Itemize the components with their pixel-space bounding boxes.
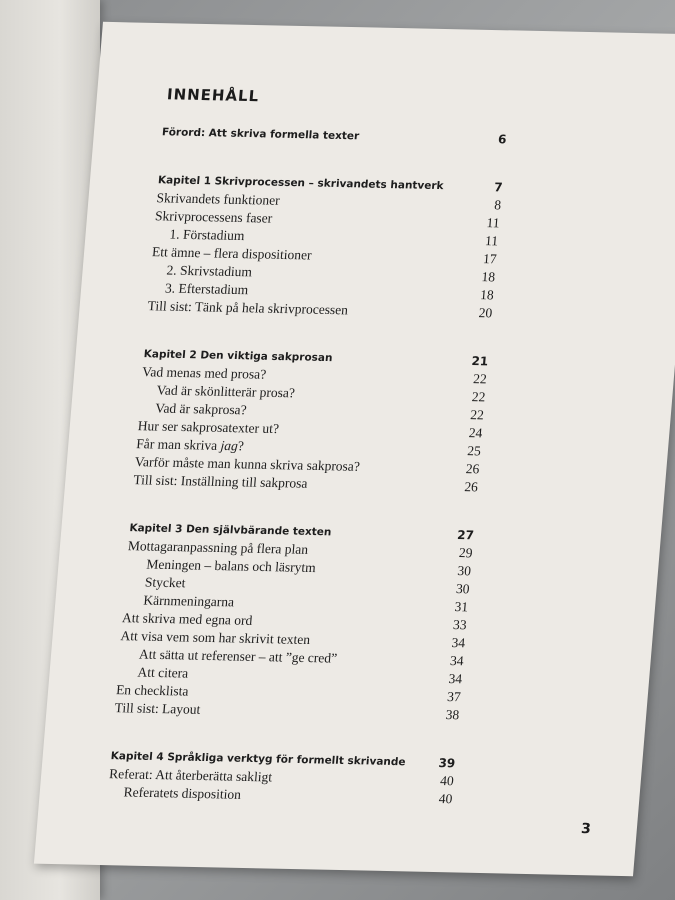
table-of-contents bbox=[107, 123, 507, 808]
toc-entry: Att citera 34 bbox=[137, 664, 463, 687]
toc-entry: Mottagaranpassning på flera plan 29 bbox=[127, 538, 474, 561]
toc-entry: Ett ämne – flera dispositioner 17 bbox=[151, 244, 498, 267]
toc-entry: Att skriva med egna ord 33 bbox=[121, 610, 468, 633]
book-page bbox=[34, 22, 675, 876]
toc-entry: Att sätta ut referenser – att ”ge cred” 34 bbox=[138, 646, 465, 669]
toc-entry: Kärnmeningarna 31 bbox=[142, 592, 469, 615]
toc-chapter-1: Kapitel 1 Skrivprocessen – skrivandets hantverk 7 bbox=[157, 174, 504, 195]
toc-entry: 3. Efterstadium 18 bbox=[164, 280, 495, 303]
toc-entry: Skrivprocessens faser 11 bbox=[154, 208, 501, 231]
page-number: 3 bbox=[580, 821, 592, 838]
toc-entry: Till sist: Tänk på hela skrivprocessen 20 bbox=[147, 298, 493, 321]
toc-entry: Stycket 30 bbox=[144, 574, 471, 597]
toc-chapter-4: Kapitel 4 Språkliga verktyg för formellt skrivande 39 bbox=[110, 750, 456, 771]
toc-entry: Varför måste man kunna skriva sakprosa? 26 bbox=[134, 454, 481, 477]
toc-entry: Vad menas med prosa? 22 bbox=[141, 364, 488, 387]
toc-entry: 1. Förstadium 11 bbox=[168, 226, 499, 249]
toc-entry: Vad är sakprosa? 22 bbox=[154, 400, 485, 423]
toc-entry: 2. Skrivstadium 18 bbox=[166, 262, 496, 285]
toc-title: INNEHÅLL bbox=[166, 85, 260, 106]
toc-entry: En checklista 37 bbox=[115, 682, 462, 705]
toc-chapter-2: Kapitel 2 Den viktiga sakprosan 21 bbox=[143, 348, 489, 369]
toc-entry: Referat: Att återberätta sakligt 40 bbox=[108, 766, 455, 789]
toc-entry: Referatets disposition 40 bbox=[123, 784, 453, 807]
toc-entry: Får man skriva jag? 25 bbox=[135, 436, 482, 459]
toc-entry: Till sist: Layout 38 bbox=[114, 700, 460, 723]
toc-entry: Hur ser sakprosatexter ut? 24 bbox=[137, 418, 483, 441]
toc-entry: Att visa vem som har skrivit texten 34 bbox=[120, 628, 466, 651]
toc-entry: Vad är skönlitterär prosa? 22 bbox=[156, 382, 486, 405]
toc-chapter-3: Kapitel 3 Den självbärande texten 27 bbox=[128, 522, 475, 543]
toc-entry: Meningen – balans och läsrytm 30 bbox=[145, 556, 472, 579]
toc-entry: Till sist: Inställning till sakprosa 26 bbox=[132, 472, 479, 495]
toc-entry: Skrivandets funktioner 8 bbox=[155, 190, 502, 213]
toc-entry-foreword: Förord: Att skriva formella texter 6 bbox=[161, 126, 508, 147]
